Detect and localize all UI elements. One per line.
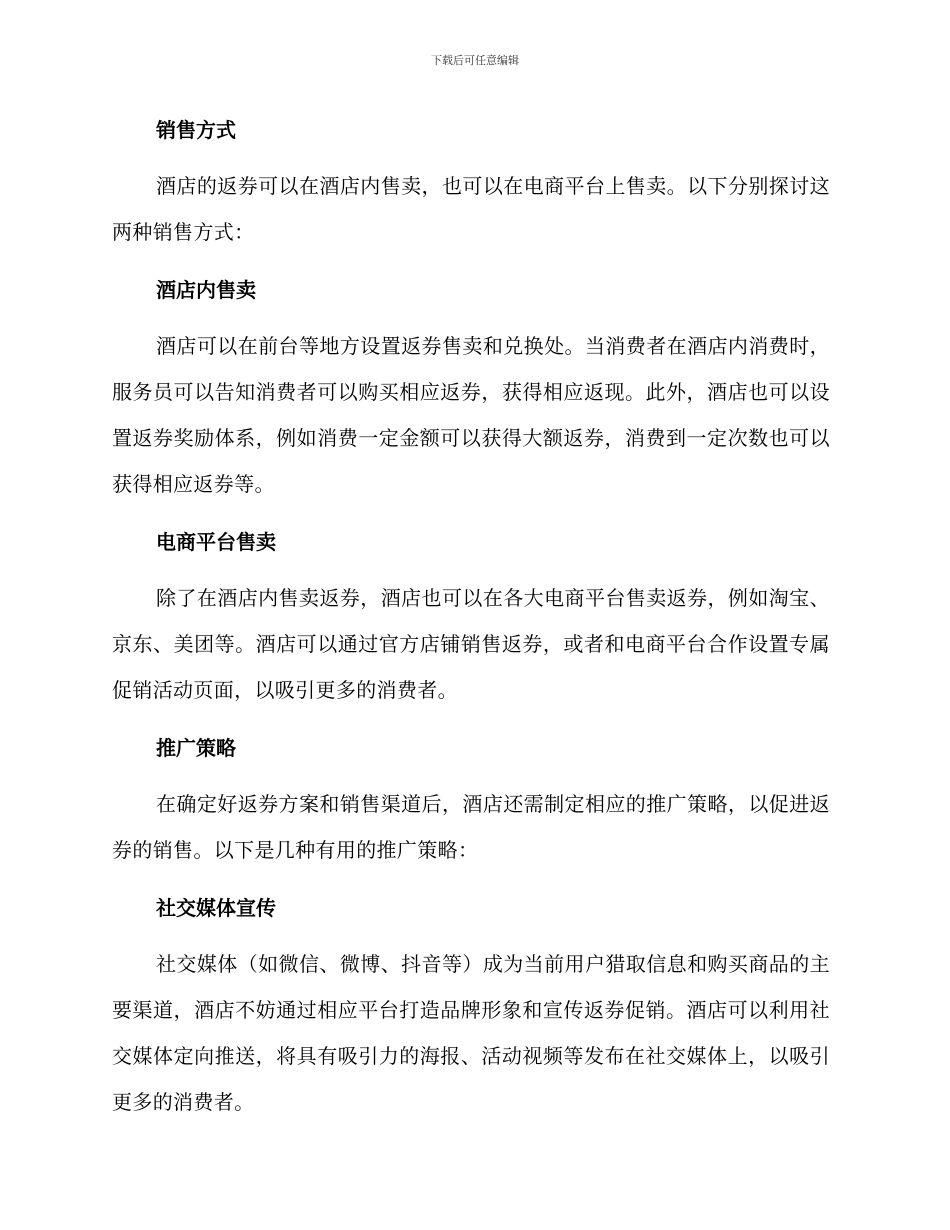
section-heading-in-hotel-sales: 酒店内售卖 bbox=[156, 278, 256, 302]
section-paragraph-sales-methods: 酒店的返券可以在酒店内售卖，也可以在电商平台上售卖。以下分别探讨这两种销售方式： bbox=[112, 174, 830, 244]
section-heading-sales-methods: 销售方式 bbox=[156, 118, 236, 142]
page-header-note: 下载后可任意编辑 bbox=[431, 54, 519, 67]
section-paragraph-in-hotel-sales: 酒店可以在前台等地方设置返券售卖和兑换处。当消费者在酒店内消费时，服务员可以告知消费者可以购买相应返券，获得相应返现。此外，酒店也可以设置返券奖励体系，例如消费一定金额可以获得大额返券，消费到一定次数也可以获得相应返券等。 bbox=[112, 334, 830, 496]
section-heading-social-media: 社交媒体宣传 bbox=[156, 896, 276, 920]
section-paragraph-ecommerce-sales: 除了在酒店内售卖返券，酒店也可以在各大电商平台售卖返券，例如淘宝、京东、美团等。酒店可以通过官方店铺销售返券，或者和电商平台合作设置专属促销活动页面，以吸引更多的消费者。 bbox=[112, 586, 830, 702]
document-body bbox=[112, 107, 830, 1125]
section-paragraph-social-media: 社交媒体（如微信、微博、抖音等）成为当前用户猎取信息和购买商品的主要渠道，酒店不妨通过相应平台打造品牌形象和宣传返券促销。酒店可以利用社交媒体定向推送，将具有吸引力的海报、活动视频等发布在社交媒体上，以吸引更多的消费者。 bbox=[112, 952, 830, 1114]
section-paragraph-promotion-strategy: 在确定好返券方案和销售渠道后，酒店还需制定相应的推广策略，以促进返券的销售。以下是几种有用的推广策略： bbox=[112, 792, 830, 862]
section-heading-ecommerce-sales: 电商平台售卖 bbox=[156, 530, 276, 554]
section-heading-promotion-strategy: 推广策略 bbox=[156, 736, 236, 760]
